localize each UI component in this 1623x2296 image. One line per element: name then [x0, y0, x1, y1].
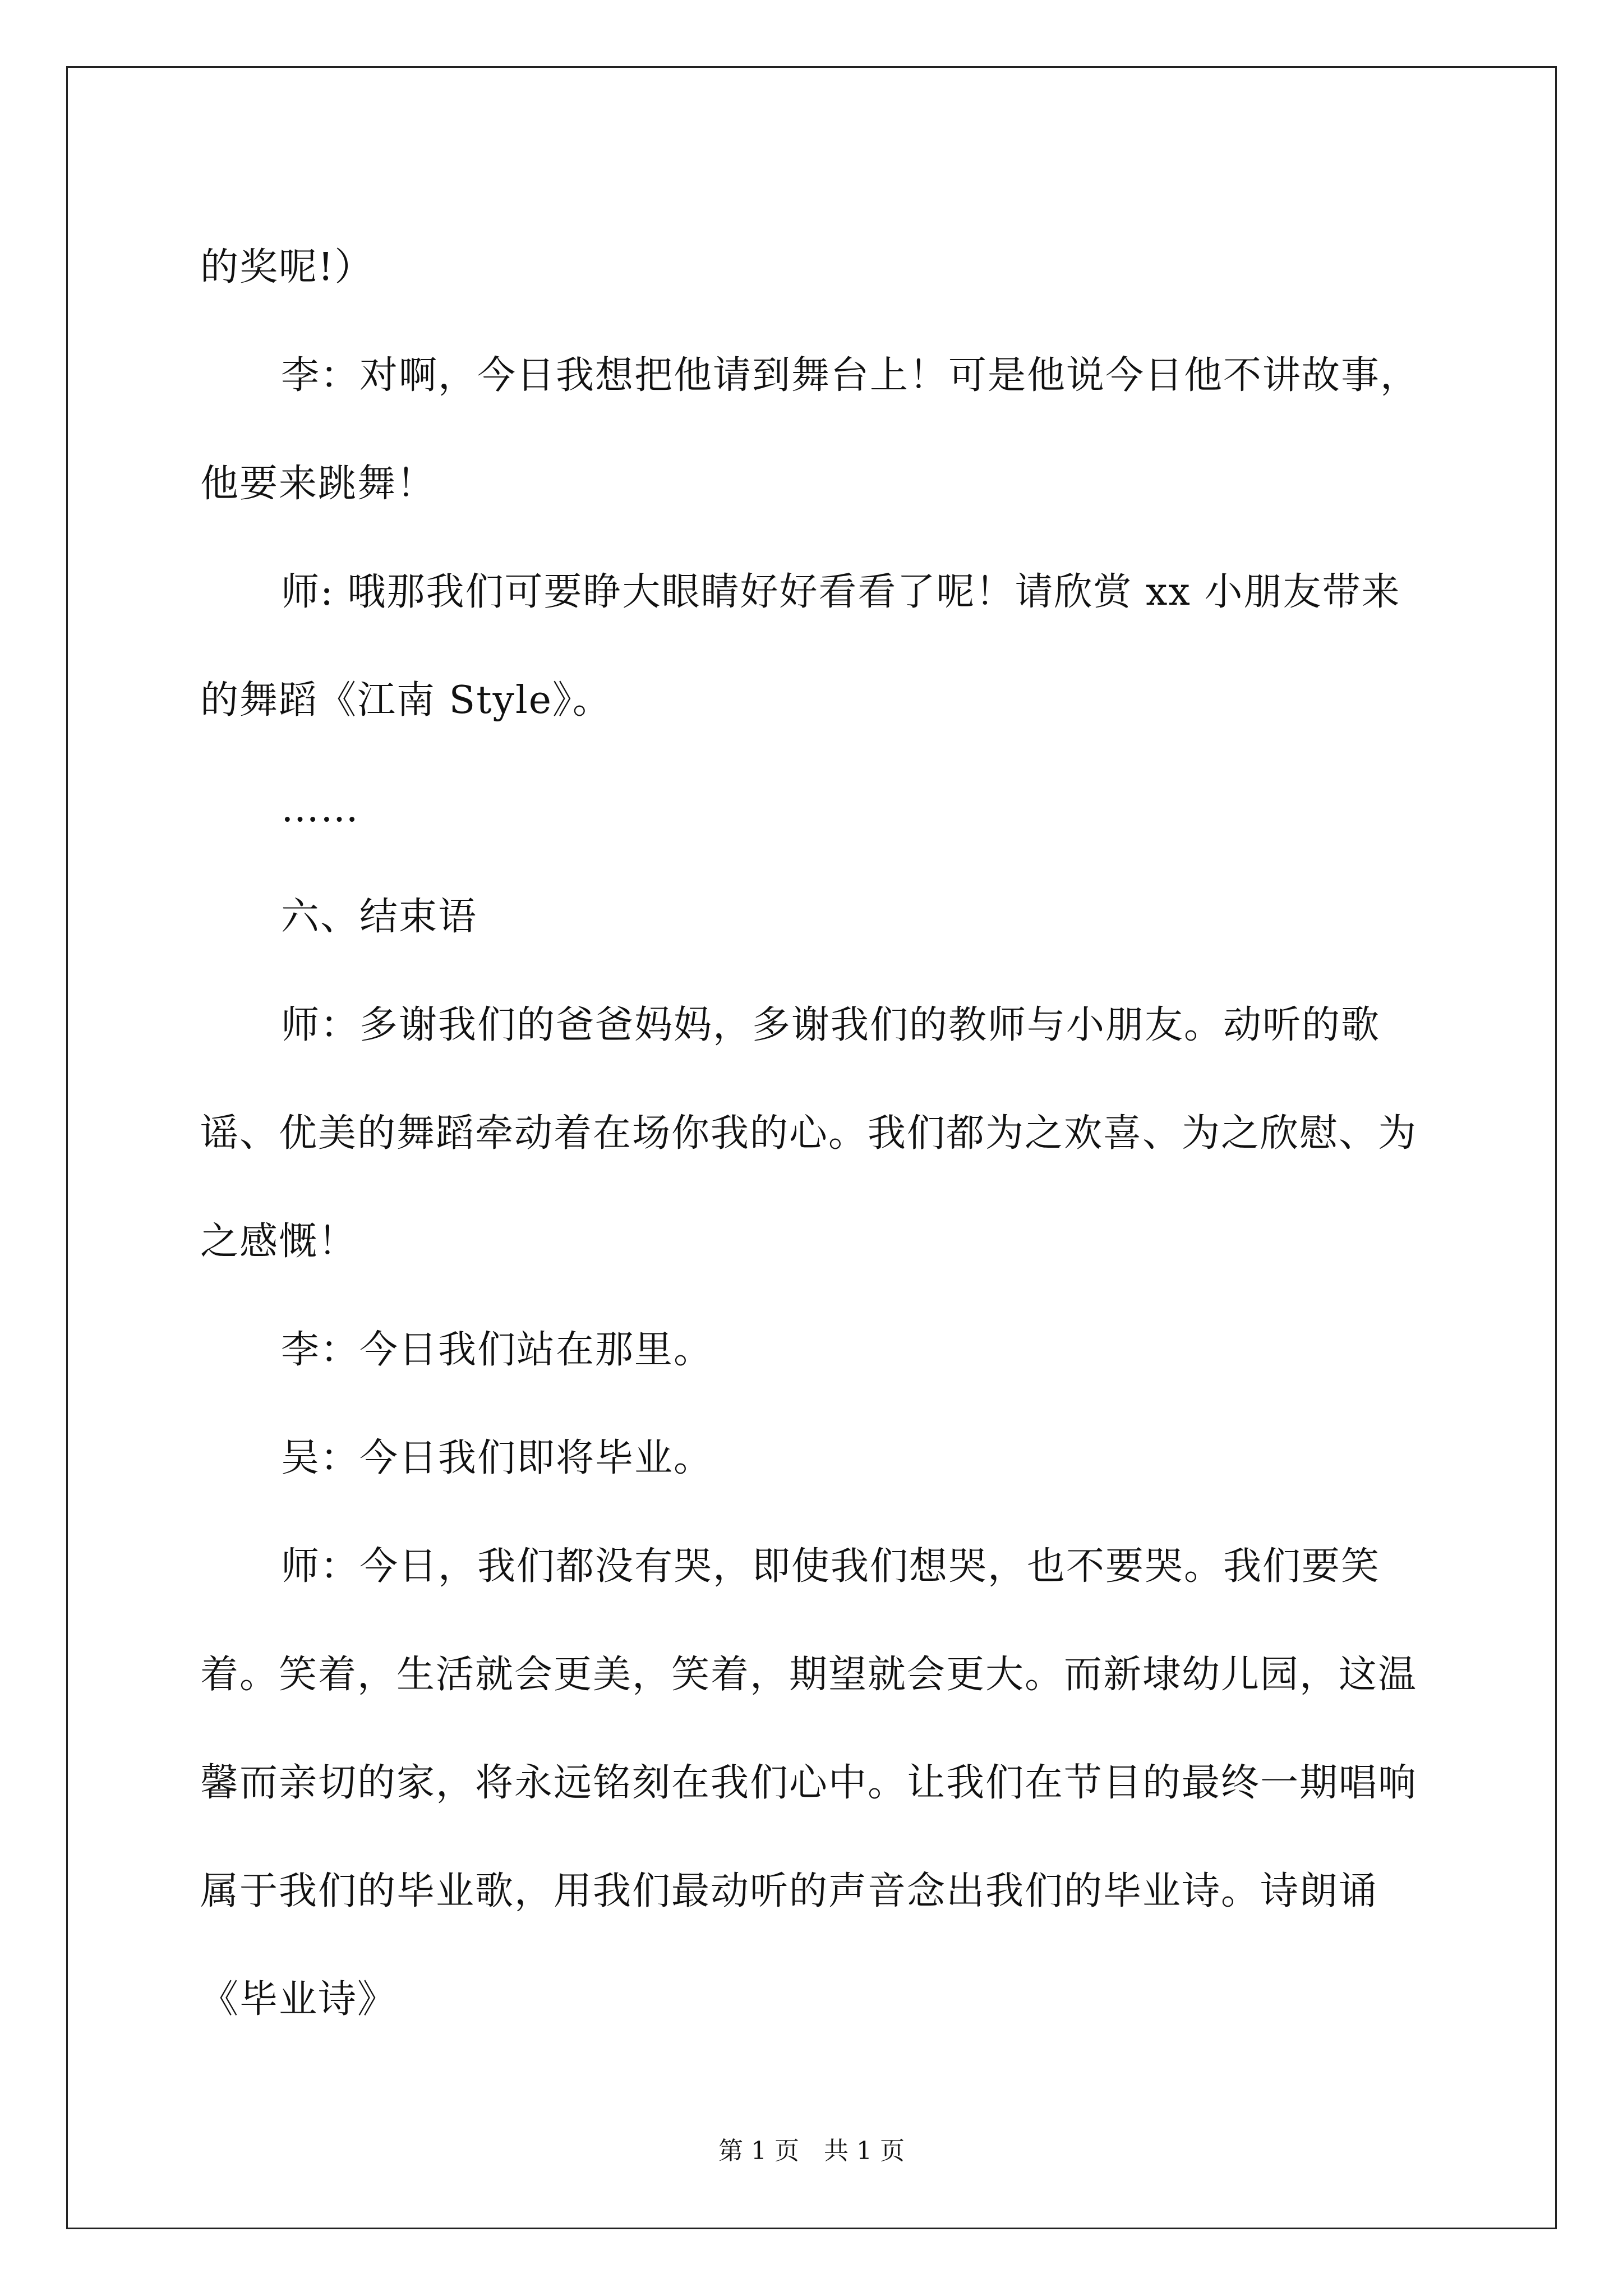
section-heading: 六、结束语 [281, 895, 478, 939]
paragraph-7: 李：今日我们站在那里。 [281, 1328, 713, 1372]
paragraph-6: 师：多谢我们的爸爸妈妈，多谢我们的教师与小朋友。动听的歌谣、优美的舞蹈牵动着在场你我的心。我们都为之欢喜、为之欣慰、为之感慨！ [200, 1003, 1418, 1264]
paragraph-3: 师: 哦那我们可要睁大眼睛好好看看了呢！请欣赏 xx 小朋友带来的舞蹈《江南 Style》。 [200, 570, 1401, 723]
paragraph-4: …… [281, 786, 359, 831]
document-body [200, 213, 1428, 2054]
paragraph-9: 师：今日，我们都没有哭，即使我们想哭，也不要哭。我们要笑着。笑着，生活就会更美，笑着，期望就会更大。而新埭幼儿园，这温馨而亲切的家，将永远铭刻在我们心中。让我们在节目的最终一期唱响属于我们的毕业歌，用我们最动听的声音念出我们的毕业诗。诗朗诵《毕业诗》 [200, 1544, 1418, 2022]
paragraph-1: 的奖呢!） [200, 245, 374, 289]
paragraph-2: 李：对啊，今日我想把他请到舞台上！可是他说今日他不讲故事，他要来跳舞！ [200, 353, 1420, 506]
paragraph-8: 吴：今日我们即将毕业。 [281, 1436, 713, 1480]
page-number: 第 1 页 共 1 页 [718, 2137, 905, 2165]
